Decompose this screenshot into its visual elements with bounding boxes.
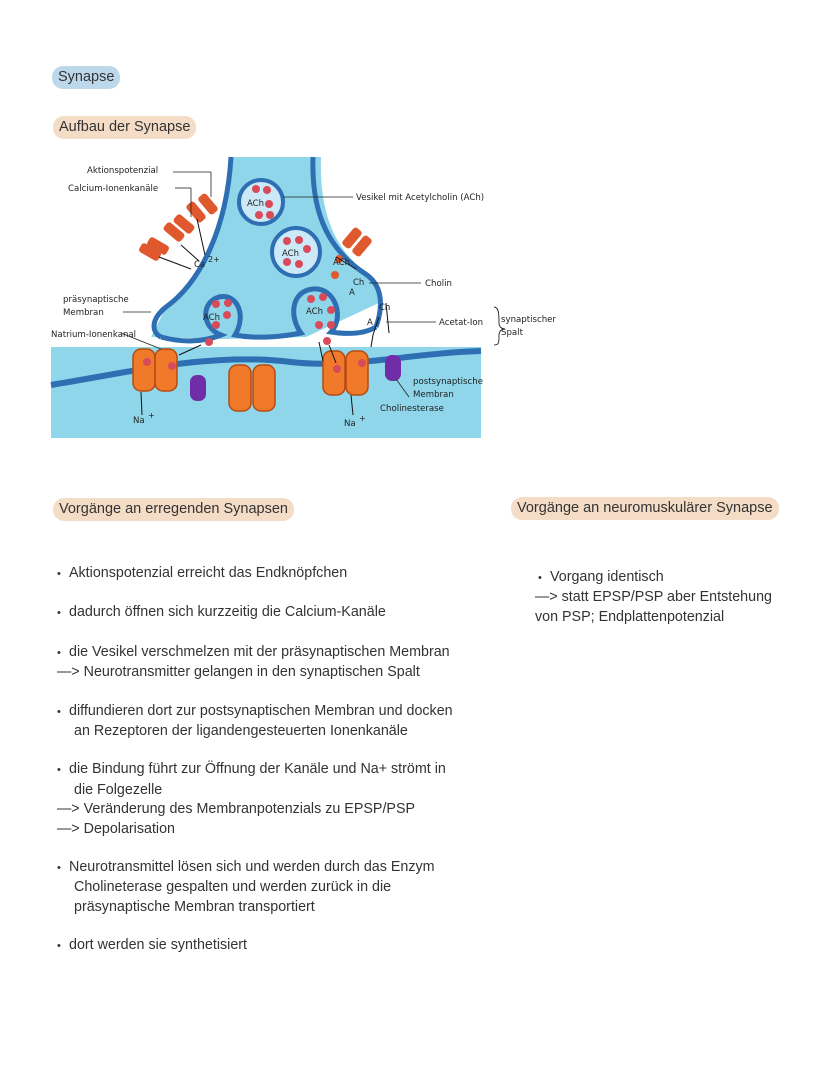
list-item-line: • dadurch öffnen sich kurzzeitig die Calcium-Kanäle [57,603,507,623]
list-item-line: an Rezeptoren der ligandengesteuerten Ionenkanäle [74,723,408,740]
label-na-left-plus: + [148,411,155,420]
label-aktionspotenzial: Aktionspotenzial [87,166,159,176]
label-postsynaptisch-2: Membran [413,390,454,400]
ach-label-4: ACh [306,307,323,317]
list-item-line: die Folgezelle [74,781,163,798]
list-item-arrow-line: —> Neurotransmitter gelangen in den synaptischen Spalt [57,664,420,681]
list-item-line: • diffundieren dort zur postsynaptischen Membran und docken [57,702,507,722]
list-item-line: • Aktionspotenzial erreicht das Endknöpfchen [57,564,507,584]
list-item [57,858,507,917]
list-item-line: • die Vesikel verschmelzen mit der präsynaptischen Membran [57,643,507,663]
ach-label-2: ACh [282,249,299,259]
list-item-arrow-line: —> Veränderung des Membranpotenzials zu EPSP/PSP [57,801,416,818]
list-item-arrow-line: —> Depolarisation [57,820,176,837]
choline-molecule-label-1: Ch [353,278,365,288]
label-vesicle: Vesikel mit Acetylcholin (ACh) [356,193,485,203]
ach-label-5: ACh [333,258,350,268]
section-heading-erregende-synapsen: Vorgänge an erregenden Synapsen [53,498,294,521]
choline-molecule-label-2: Ch [379,303,391,313]
label-spalt-2: Spalt [501,328,523,338]
neuromuscular-synapse-list [535,568,805,627]
label-natrium: Natrium-Ionenkanal [51,330,137,340]
cholinesterase-enzyme-right [385,355,401,381]
acetate-molecule-label-2: A [367,318,373,328]
page-title: Synapse [52,66,120,89]
synapse-diagram [51,157,556,438]
list-item-line: Cholineterase gespalten und werden zurück in die [74,879,392,896]
list-item [57,564,507,584]
label-praesynaptisch-2: Membran [63,308,104,318]
label-na-right: Na [344,419,356,429]
list-item-line: • Neurotransmittel lösen sich und werden durch das Enzym [57,858,507,878]
label-na-left: Na [133,416,145,426]
calcium-label: Ca [194,260,206,270]
list-item-line: • Vorgang identisch [535,568,805,588]
list-item-line: • dort werden sie synthetisiert [57,936,507,956]
section-heading-neuromuskulaere-synapse: Vorgänge an neuromuskulärer Synapse [511,497,779,520]
label-praesynaptisch-1: präsynaptische [63,295,129,305]
list-item [57,702,507,742]
sodium-channel-right [323,351,368,395]
list-item [57,760,507,839]
list-item-line: • die Bindung führt zur Öffnung der Kanäle und Na+ strömt in [57,760,507,780]
ach-label-1: ACh [247,199,264,209]
spalt-bracket [494,307,505,345]
label-calcium-channels: Calcium-Ionenkanäle [68,184,159,194]
list-item-line: von PSP; Endplattenpotenzial [535,608,725,625]
label-na-right-plus: + [359,414,366,423]
excitatory-synapse-list [57,564,507,957]
list-item [57,603,507,623]
list-item [57,643,507,683]
label-postsynaptisch-1: postsynaptische [413,377,483,387]
synapse-diagram-svg [51,157,556,438]
label-acetat: Acetat-Ion [439,318,484,328]
calcium-charge-label: 2+ [208,255,220,264]
cholinesterase-enzyme-left [190,375,206,401]
label-cholin: Cholin [425,279,452,289]
section-heading-aufbau: Aufbau der Synapse [53,116,196,139]
list-item-line: präsynaptische Membran transportiert [74,898,315,915]
list-item [57,936,507,956]
label-cholinesterase: Cholinesterase [380,404,444,414]
sodium-channel-left [133,349,177,391]
label-spalt-1: synaptischer [501,315,556,325]
list-item-arrow-line: —> statt EPSP/PSP aber Entstehung [535,589,772,606]
ach-label-3: ACh [203,313,220,323]
acetate-molecule-label-1: A [349,288,355,298]
